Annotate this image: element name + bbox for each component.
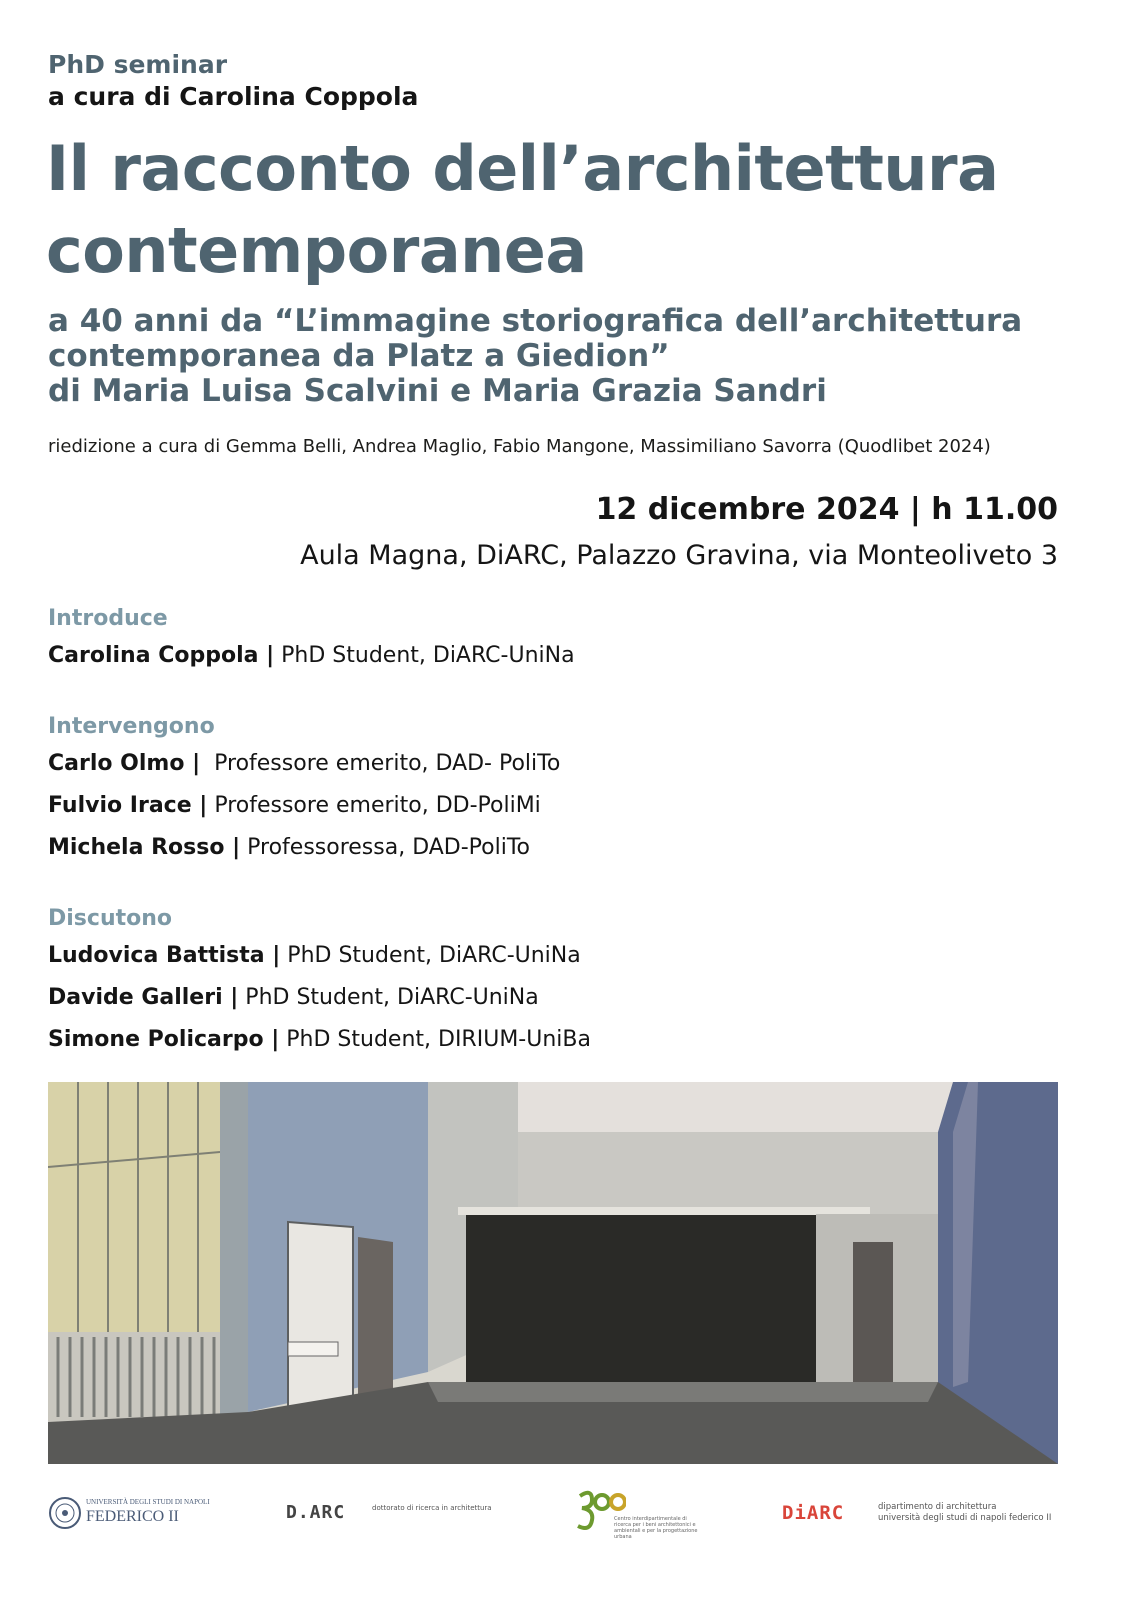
speaker-name: Fulvio Irace |: [48, 793, 208, 818]
poster-subtitle: [48, 304, 1022, 409]
unina-line-2: FEDERICO II: [86, 1508, 179, 1525]
poster-title: [46, 128, 998, 292]
footer-logos: [48, 1486, 1058, 1546]
section-heading-intervengono: Intervengono: [48, 714, 215, 739]
speaker-name: Ludovica Battista |: [48, 943, 281, 968]
speaker-row: [48, 985, 539, 1010]
speaker-role: Professore emerito, DAD- PoliTo: [200, 751, 561, 776]
diarc-phd-mark: D.ARC: [286, 1502, 346, 1523]
curator-line: a cura di Carolina Coppola: [48, 82, 419, 111]
center-text: Centro interdipartimentale di ricerca per i beni architettonici e ambientali e per la progettazione urbana: [614, 1516, 698, 1540]
speaker-role: Professoressa, DAD-PoliTo: [240, 835, 531, 860]
unina-seal-icon: [48, 1496, 82, 1530]
event-date: 12 dicembre 2024 | h 11.00: [595, 492, 1058, 527]
section-heading-introduce: Introduce: [48, 606, 168, 631]
speaker-name: Carolina Coppola |: [48, 643, 275, 668]
speaker-row: [48, 751, 560, 776]
subtitle-line-2: contemporanea da Platz a Giedion”: [48, 338, 670, 374]
speaker-row: [48, 1027, 591, 1052]
seminar-kicker: PhD seminar: [48, 50, 228, 79]
section-heading-discutono: Discutono: [48, 906, 173, 931]
speaker-role: PhD Student, DiARC-UniNa: [238, 985, 539, 1010]
speaker-row: [48, 943, 581, 968]
subtitle-line-3: di Maria Luisa Scalvini e Maria Grazia Sandri: [48, 373, 827, 409]
speaker-name: Michela Rosso |: [48, 835, 241, 860]
speaker-role: Professore emerito, DD-PoliMi: [207, 793, 541, 818]
unina-logo: [48, 1486, 210, 1546]
speaker-role: PhD Student, DiARC-UniNa: [280, 943, 581, 968]
title-line-1: Il racconto dell’architettura: [46, 132, 999, 205]
diarc-mark: DiARC: [782, 1502, 845, 1524]
diarc-line-2: università degli studi di napoli federico II: [878, 1513, 1052, 1523]
title-line-2: contemporanea: [46, 214, 587, 287]
speaker-role: PhD Student, DIRIUM-UniBa: [279, 1027, 591, 1052]
research-center-logo: [576, 1486, 706, 1546]
speaker-row: [48, 793, 541, 818]
unina-line-1: UNIVERSITÀ DEGLI STUDI DI NAPOLI: [86, 1498, 210, 1506]
diarc-logo: [782, 1486, 1058, 1546]
speaker-row: [48, 835, 530, 860]
subtitle-line-1: a 40 anni da “L’immagine storiografica dell’architettura: [48, 303, 1023, 339]
reedition-note: riedizione a cura di Gemma Belli, Andrea Maglio, Fabio Mangone, Massimiliano Savorra (Quodlibet 2024): [48, 436, 991, 457]
speaker-name: Simone Policarpo |: [48, 1027, 280, 1052]
diarc-phd-text: dottorato di ricerca in architettura: [372, 1504, 492, 1512]
speaker-role: PhD Student, DiARC-UniNa: [274, 643, 575, 668]
speaker-name: Davide Galleri |: [48, 985, 239, 1010]
diarc-line-1: dipartimento di architettura: [878, 1502, 997, 1512]
speaker-name: Carlo Olmo |: [48, 751, 201, 776]
interior-artwork: [48, 1082, 1058, 1464]
event-venue: Aula Magna, DiARC, Palazzo Gravina, via Monteoliveto 3: [300, 540, 1058, 571]
speaker-row: [48, 643, 575, 668]
diarc-phd-logo: [286, 1486, 506, 1546]
